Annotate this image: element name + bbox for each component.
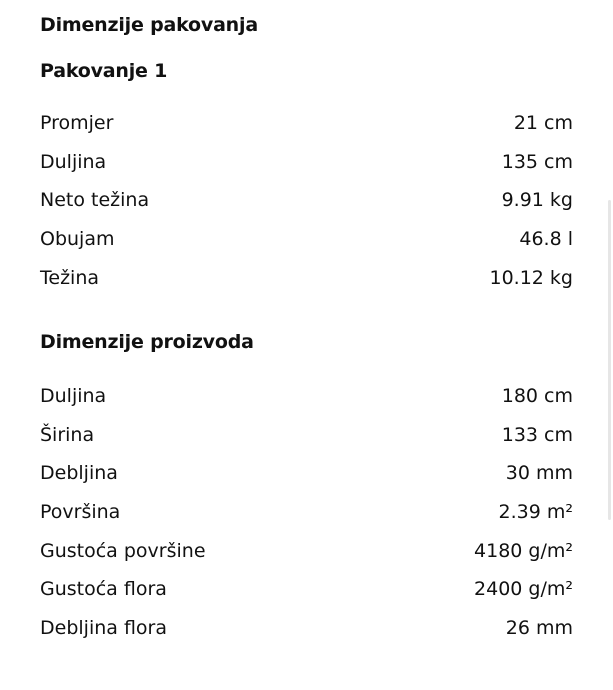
product-row-pile-density [40,570,573,609]
row-value: 9.91 kg [501,189,573,212]
package-title: Pakovanje 1 [40,60,168,82]
row-value: 2400 g/m² [474,578,573,601]
row-value: 10.12 kg [489,266,573,289]
package-rows [40,104,573,297]
row-label: Neto težina [40,189,150,212]
row-value: 46.8 l [519,228,573,251]
package-row-length [40,143,573,182]
row-value: 30 mm [505,462,573,485]
product-row-pile-thickness [40,609,573,648]
row-value: 26 mm [505,616,573,639]
package-row-diameter [40,104,573,143]
product-dimensions-title: Dimenzije proizvoda [40,330,254,353]
page-title: Dimenzije pakovanja [40,14,258,36]
row-label: Obujam [40,228,115,251]
row-value: 4180 g/m² [474,539,573,562]
row-value: 135 cm [501,150,573,173]
product-rows [40,377,573,647]
product-row-width [40,416,573,455]
row-label: Površina [40,501,121,524]
row-label: Duljina [40,385,107,408]
row-label: Težina [40,266,100,289]
package-row-weight [40,258,573,297]
product-row-length [40,377,573,416]
row-label: Debljina flora [40,616,167,639]
row-label: Širina [40,423,95,446]
product-row-thickness [40,454,573,493]
row-label: Duljina [40,150,107,173]
row-label: Promjer [40,112,114,135]
scrollbar[interactable] [608,200,611,520]
dimensions-panel [40,12,573,647]
package-row-volume [40,220,573,259]
row-value: 2.39 m² [498,501,573,524]
row-label: Debljina [40,462,118,485]
product-row-surface-density [40,531,573,570]
product-row-area [40,493,573,532]
row-value: 21 cm [513,112,573,135]
row-value: 180 cm [501,385,573,408]
row-label: Gustoća flora [40,578,167,601]
row-value: 133 cm [501,423,573,446]
row-label: Gustoća površine [40,539,206,562]
package-row-net-weight [40,181,573,220]
